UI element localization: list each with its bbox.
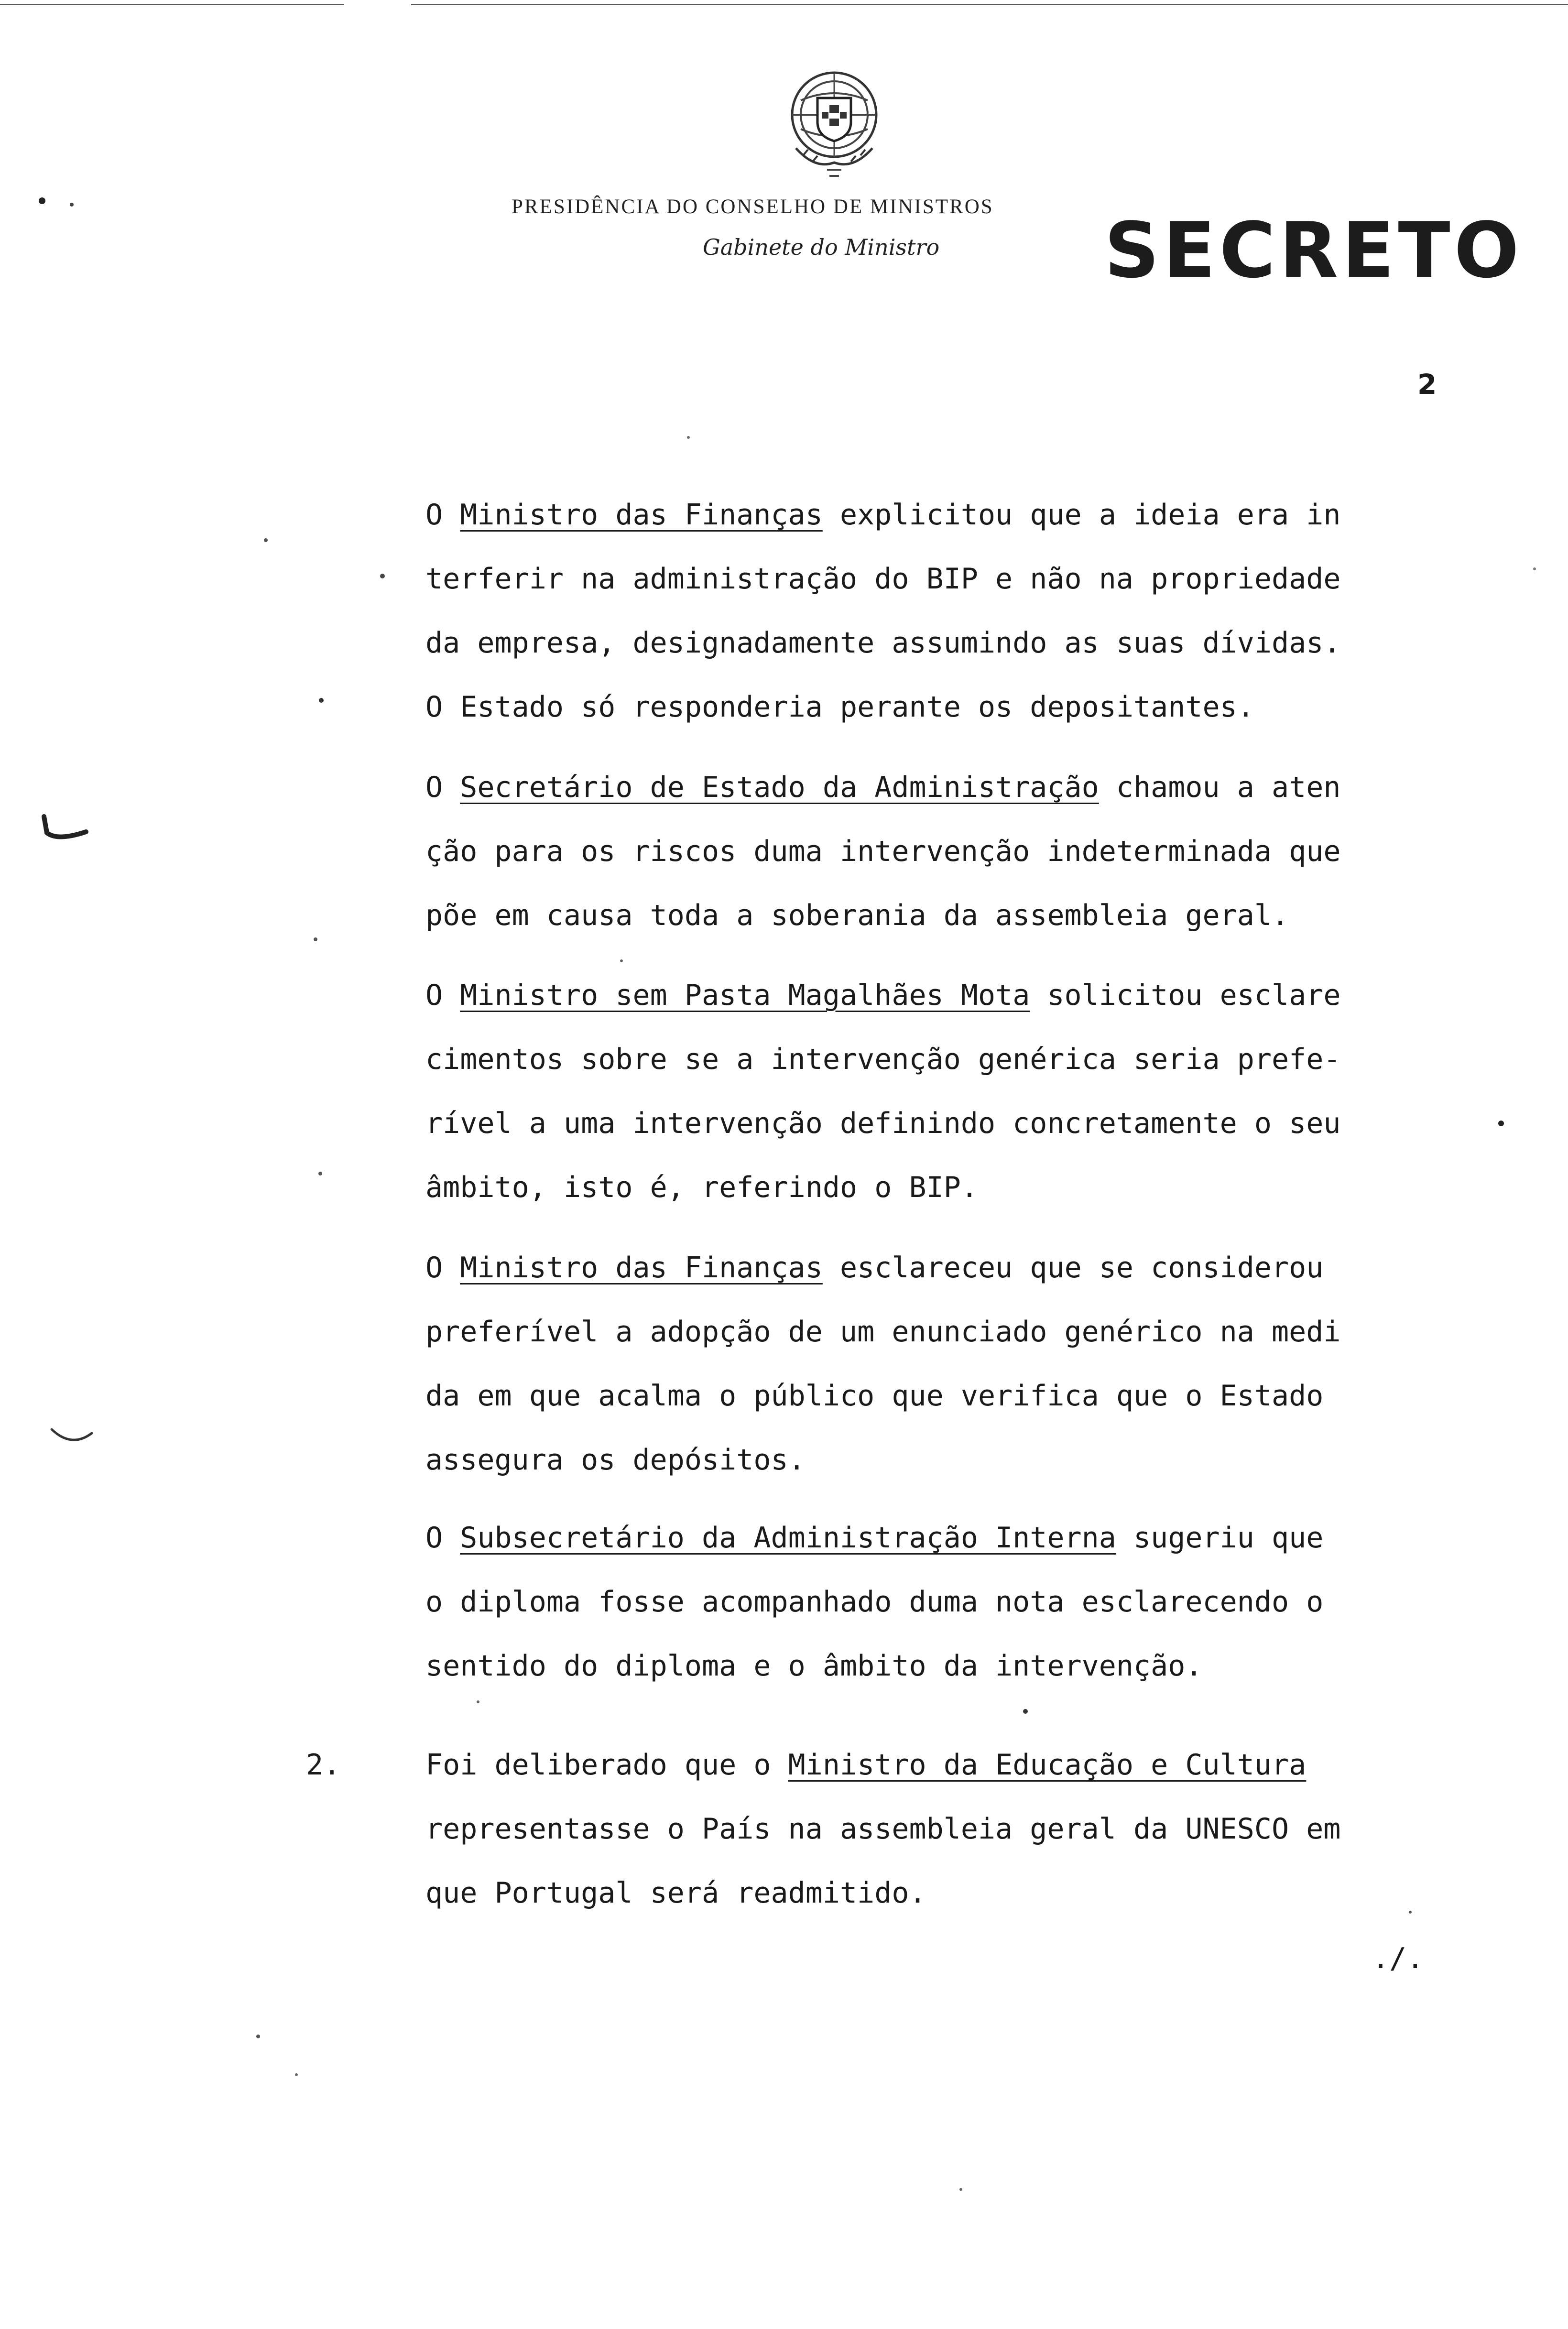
text-line: da empresa, designadamente assumindo as suas dívidas.	[425, 626, 1341, 660]
text-line: O Ministro das Finanças esclareceu que se considerou	[425, 1251, 1324, 1284]
text-line: O Estado só responderia perante os depositantes.	[425, 690, 1254, 724]
page-number: 2	[1417, 368, 1437, 401]
office-name: Gabinete do Ministro	[703, 234, 940, 260]
text-line: terferir na administração do BIP e não na propriedade	[425, 562, 1341, 596]
text-line: que Portugal será readmitido.	[425, 1876, 926, 1910]
speaker-name: Ministro da Educação e Cultura	[788, 1748, 1307, 1782]
scan-edge-rule	[0, 4, 344, 5]
text-line: preferível a adopção de um enunciado genérico na medi	[425, 1315, 1341, 1349]
text-line: ção para os riscos duma intervenção indeterminada que	[425, 835, 1341, 868]
speaker-name: Secretário de Estado da Administração	[460, 771, 1099, 804]
scan-edge-rule	[411, 4, 1568, 5]
text-line: o diploma fosse acompanhado duma nota esclarecendo o	[425, 1585, 1324, 1619]
text-line: põe em causa toda a soberania da assembleia geral.	[425, 899, 1289, 932]
text-line: cimentos sobre se a intervenção genérica seria prefe-	[425, 1043, 1341, 1076]
text-line: da em que acalma o público que verifica que o Estado	[425, 1379, 1324, 1413]
text-line: rível a uma intervenção definindo concretamente o seu	[425, 1107, 1341, 1140]
scan-specks	[0, 96, 1568, 2329]
classification-stamp: SECRETO	[1104, 206, 1523, 295]
organization-name: PRESIDÊNCIA DO CONSELHO DE MINISTROS	[512, 196, 994, 218]
continuation-mark: ./.	[1372, 1942, 1424, 1975]
text-line: assegura os depósitos.	[425, 1443, 806, 1477]
item-number: 2.	[306, 1748, 341, 1782]
text-line: O Ministro das Finanças explicitou que a ideia era in	[425, 498, 1341, 532]
speaker-name: Ministro sem Pasta Magalhães Mota	[460, 979, 1030, 1012]
text-line: âmbito, isto é, referindo o BIP.	[425, 1171, 978, 1204]
text-line: representasse o País na assembleia geral da UNESCO em	[425, 1812, 1341, 1846]
text-line: O Subsecretário da Administração Interna sugeriu que	[425, 1521, 1324, 1555]
text-line: O Ministro sem Pasta Magalhães Mota solicitou esclare	[425, 979, 1341, 1012]
speaker-name: Ministro das Finanças	[460, 1251, 823, 1284]
speaker-name: Subsecretário da Administração Interna	[460, 1521, 1116, 1555]
speaker-name: Ministro das Finanças	[460, 498, 823, 532]
text-line: Foi deliberado que o Ministro da Educação e Cultura	[425, 1748, 1307, 1782]
text-line: sentido do diploma e o âmbito da intervenção.	[425, 1649, 1203, 1683]
text-line: O Secretário de Estado da Administração chamou a aten	[425, 771, 1341, 804]
